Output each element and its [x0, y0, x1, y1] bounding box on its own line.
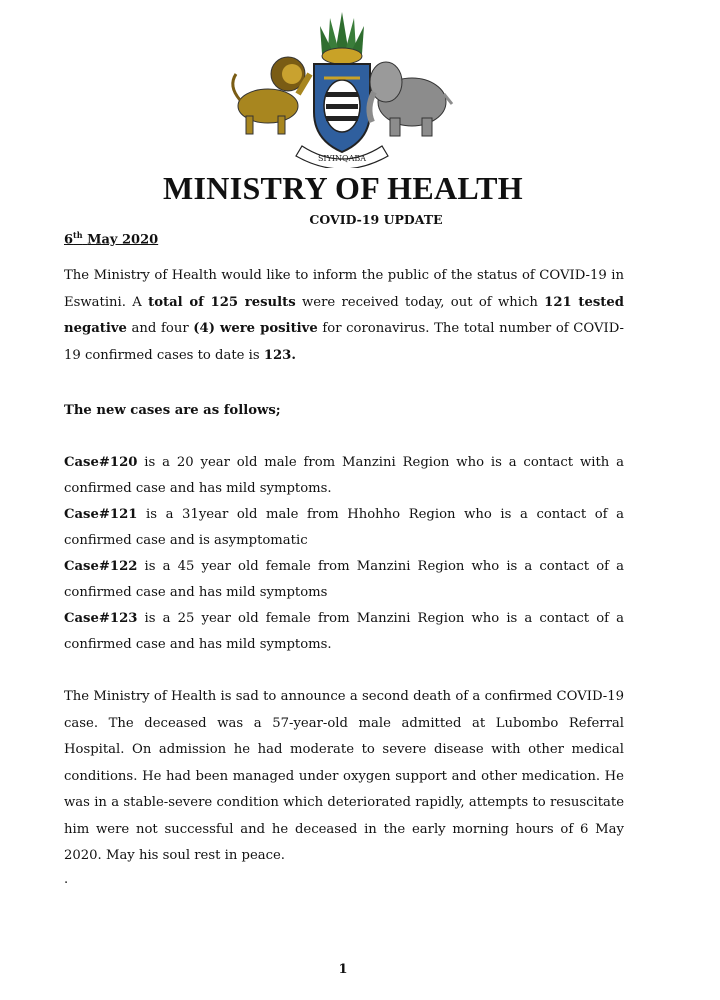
date-day: 6: [64, 232, 74, 248]
trailing-mark: .: [64, 872, 69, 887]
shield-icon: [314, 64, 370, 152]
case-text: is a 20 year old male from Manzini Region who is a contact with a confirmed case and has mild symptoms.: [64, 455, 624, 496]
intro-bold-total: total of 125 results: [148, 294, 296, 310]
case-item: [64, 502, 624, 554]
case-label: Case#122: [64, 559, 138, 574]
case-item: [64, 606, 624, 658]
intro-text-3: and four: [126, 321, 194, 336]
eswatini-coat-of-arms-logo: [226, 8, 458, 168]
intro-text-2: were received today, out of which: [295, 294, 545, 310]
intro-paragraph: [64, 263, 624, 369]
intro-bold-negative: 121 tested negative: [64, 294, 625, 336]
case-item: [64, 554, 624, 606]
intro-text-1: The Ministry of Health would like to inform the public of the status of COVID-19 in Eswatini. A: [64, 268, 624, 310]
document-date: [64, 230, 158, 247]
headdress-feathers-icon: [320, 12, 364, 64]
death-notice-paragraph: The Ministry of Health is sad to announce a second death of a confirmed COVID-19 case. The deceased was a 57-year-old male admitted at Lubombo Referral Hospital. On admission he had moderate to severe disease with other medical conditions. He had been managed under oxygen support and other medication. He was in a stable-severe condition which deteriorated rapidly, attempts to resuscitate him were not successful and he deceased in the early morning hours of 6 May 2020. May his soul rest in peace.: [64, 689, 624, 863]
case-label: Case#120: [64, 455, 138, 470]
case-item: [64, 450, 624, 502]
ministry-title: MINISTRY OF HEALTH: [163, 170, 523, 206]
case-text: is a 45 year old female from Manzini Region who is a contact of a confirmed case and has mild symptoms: [64, 559, 624, 600]
case-text: is a 25 year old female from Manzini Region who is a contact of a confirmed case and has mild symptoms.: [64, 611, 624, 652]
case-label: Case#121: [64, 507, 138, 522]
page-number: 1: [338, 962, 348, 977]
new-cases-heading: The new cases are as follows;: [64, 403, 281, 418]
date-month-year: May 2020: [87, 232, 159, 248]
elephant-icon: [369, 62, 452, 136]
update-subtitle: COVID-19 UPDATE: [309, 212, 443, 227]
intro-bold-positive: (4) were positive: [193, 321, 318, 336]
case-text: is a 31year old male from Hhohho Region who is a contact of a confirmed case and is asymptomatic: [64, 507, 624, 548]
intro-text-4: for coronavirus. The total number of COVID-19 confirmed cases to date is: [64, 321, 624, 363]
lion-icon: [233, 57, 310, 134]
case-label: Case#123: [64, 611, 138, 626]
intro-bold-total-cases: 123.: [263, 347, 296, 363]
svg-text:SIYINQABA: SIYINQABA: [317, 154, 367, 163]
date-ordinal: th: [73, 230, 83, 240]
